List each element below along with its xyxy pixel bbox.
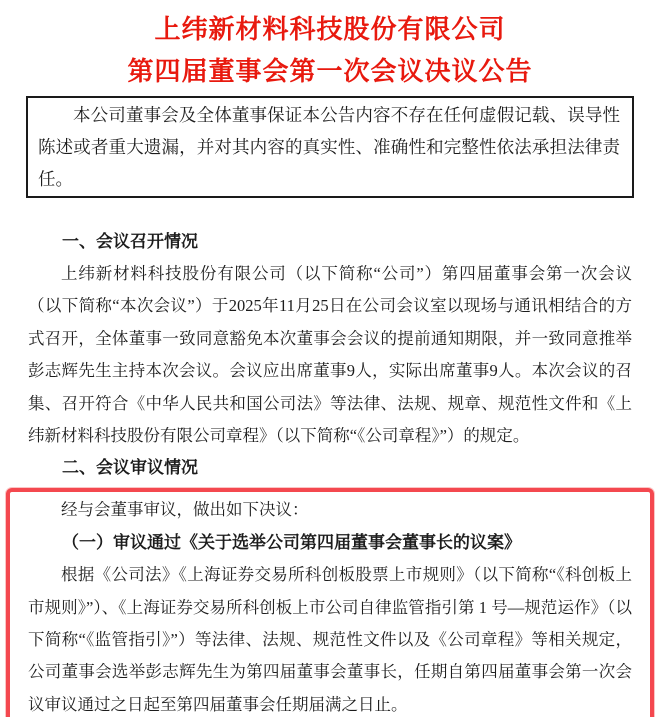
resolution-item-1-body: 根据《公司法》《上海证券交易所科创板股票上市规则》（以下简称“《科创板上市规则》”）、《上海证券交易所科创板上市公司自律监管指引第 1 号—规范运作》（以下简称“《监管指引》”）等法律、法规、规范性文件以及《公司章程》等相关规定，公司董事会选举彭志辉先生为第四届董事会董事长，任期自第四届董事会第一次会议审议通过之日起至第四届董事会任期届满之日止。 xyxy=(28,565,632,714)
disclaimer-box xyxy=(26,96,634,198)
announcement-title: 第四届董事会第一次会议决议公告 xyxy=(127,56,533,86)
resolution-intro: 经与会董事审议，做出如下决议： xyxy=(61,500,309,520)
section-1-paragraph: 上纬新材料科技股份有限公司（以下简称“公司”）第四届董事会第一次会议（以下简称“本次会议”）于2025年11月25日在公司会议室以现场与通讯相结合的方式召开，全体董事一致同意豁免本次董事会会议的提前通知期限，并一致同意推举彭志辉先生主持本次会议。会议应出席董事9人，实际出席董事9人。本次会议的召集、召开符合《中华人民共和国公司法》等法律、法规、规章、规范性文件和《上纬新材料科技股份有限公司章程》（以下简称“《公司章程》”）的规定。 xyxy=(28,264,632,446)
resolution-item-1-heading: （一）审议通过《关于选举公司第四届董事会董事长的议案》 xyxy=(62,532,521,552)
resolution-highlight-box xyxy=(6,488,654,717)
section-2-heading: 二、会议审议情况 xyxy=(62,458,198,478)
disclaimer-text: 本公司董事会及全体董事保证本公告内容不存在任何虚假记载、误导性陈述或者重大遗漏，并对其内容的真实性、准确性和完整性依法承担法律责任。 xyxy=(38,105,620,189)
section-1-heading: 一、会议召开情况 xyxy=(62,232,198,251)
company-title: 上纬新材料科技股份有限公司 xyxy=(154,14,506,44)
